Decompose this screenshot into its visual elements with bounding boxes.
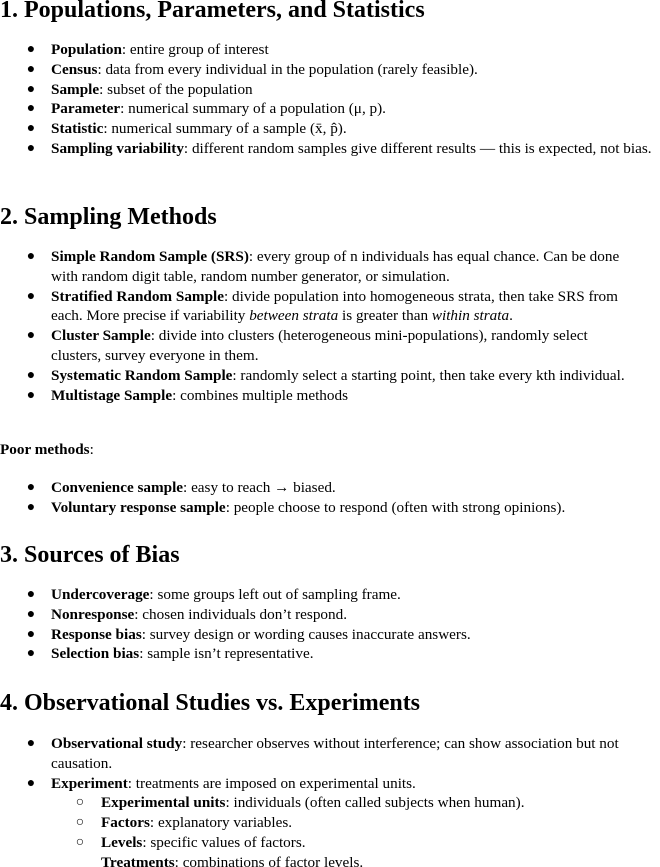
bullet-icon: ●	[26, 646, 36, 662]
term: Simple Random Sample (SRS)	[51, 248, 249, 265]
poor-methods-label	[0, 440, 94, 460]
hollow-bullet-icon: ○	[75, 795, 85, 811]
list-item	[0, 247, 640, 287]
term: Parameter	[51, 100, 121, 118]
definition: : numerical summary of a sample (x̄, p̂).	[103, 120, 347, 138]
bullet-icon: ●	[26, 121, 36, 137]
term: Cluster Sample	[51, 327, 151, 345]
bullet-icon: ●	[26, 81, 36, 97]
term: Statistic	[51, 120, 104, 138]
definition: : some groups left out of sampling frame.	[149, 586, 401, 603]
definition: : divide into clusters (heterogeneous mini-populations), randomly select clusters, survey everyone in them.	[51, 327, 588, 364]
section-heading: 2. Sampling Methods	[0, 204, 217, 230]
definition: : researcher observes without interference; can show association but not causation.	[51, 735, 619, 772]
term: Nonresponse	[51, 605, 135, 623]
sub-list-item	[0, 833, 660, 853]
bullet-icon: ●	[26, 606, 36, 622]
bullet-list	[0, 247, 640, 405]
definition: : survey design or wording causes inaccurate answers.	[141, 625, 471, 643]
bullet-icon: ●	[26, 249, 36, 264]
hollow-bullet-icon: ○	[75, 834, 85, 850]
bullet-icon: ●	[26, 626, 36, 642]
definition: : chosen individuals don’t respond.	[134, 605, 348, 623]
bullet-list	[0, 734, 660, 867]
bullet-icon: ●	[26, 587, 36, 602]
bullet-icon: ●	[26, 499, 36, 515]
term: Poor methods	[0, 441, 90, 458]
list-item	[0, 625, 660, 645]
term: Convenience sample	[51, 479, 184, 496]
term: Response bias	[51, 625, 142, 643]
bullet-icon: ●	[26, 42, 36, 57]
section-heading: 3. Sources of Bias	[0, 542, 180, 568]
list-item	[0, 585, 660, 605]
sub-list-item	[0, 813, 660, 833]
definition: : individuals (often called subjects when human).	[225, 794, 525, 812]
definition: : easy to reach → biased.	[183, 479, 336, 496]
term: Selection bias	[51, 645, 140, 663]
term: Factors	[101, 814, 150, 832]
sub-list-item	[0, 793, 660, 813]
bullet-icon: ●	[26, 328, 36, 344]
list-item	[0, 40, 660, 60]
term: Voluntary response sample	[51, 498, 226, 516]
list-item	[0, 366, 640, 386]
bullet-icon: ●	[26, 775, 36, 791]
definition: .	[509, 307, 513, 325]
definition: : numerical summary of a population (μ, p).	[120, 100, 386, 118]
emphasis: between strata	[249, 307, 339, 325]
list-item	[0, 774, 660, 794]
poor-methods-list	[0, 478, 660, 518]
definition: : treatments are imposed on experimental units.	[127, 774, 416, 792]
definition: : every group of n individuals has equal chance. Can be done with random digit table, random number generator, or simulation.	[51, 248, 620, 285]
bullet-icon: ●	[26, 61, 36, 77]
section-heading: 4. Observational Studies vs. Experiments	[0, 690, 421, 716]
term: Sample	[51, 80, 100, 98]
list-item	[0, 644, 660, 664]
list-item	[0, 119, 660, 139]
emphasis: within strata	[431, 307, 510, 325]
hollow-bullet-icon: ○	[75, 815, 85, 831]
term: Observational study	[51, 735, 183, 752]
list-item	[0, 478, 660, 498]
list-item	[0, 605, 660, 625]
section-heading: 1. Populations, Parameters, and Statistics	[0, 0, 425, 23]
definition: : different random samples give different results — this is expected, not bias.	[183, 139, 652, 157]
term: Undercoverage	[51, 586, 150, 603]
list-item	[0, 326, 640, 366]
definition: : sample isn’t representative.	[139, 645, 314, 663]
definition: : data from every individual in the population (rarely feasible).	[97, 60, 478, 78]
bullet-icon: ●	[26, 387, 36, 403]
definition: : people choose to respond (often with strong opinions).	[225, 498, 566, 516]
bullet-icon: ●	[26, 101, 36, 117]
term: Census	[51, 60, 98, 78]
definition: : specific values of factors.	[142, 833, 306, 851]
bullet-icon: ●	[26, 367, 36, 383]
colon: :	[89, 441, 94, 458]
term: Systematic Random Sample	[51, 366, 233, 384]
definition: : explanatory variables.	[149, 814, 293, 832]
term: Levels	[101, 833, 143, 851]
bullet-icon: ●	[26, 288, 36, 304]
term: Population	[51, 41, 122, 58]
list-item	[0, 139, 660, 159]
term: Stratified Random Sample	[51, 287, 224, 305]
bullet-icon: ●	[26, 140, 36, 156]
list-item	[0, 60, 660, 80]
bullet-list	[0, 40, 660, 159]
definition: : subset of the population	[99, 80, 253, 98]
bullet-icon: ●	[26, 480, 36, 495]
list-item	[0, 734, 660, 774]
sub-list-item	[0, 853, 660, 867]
list-item	[0, 386, 640, 406]
term: Experiment	[51, 774, 128, 792]
definition: : combinations of factor levels.	[174, 853, 364, 867]
bullet-icon: ●	[26, 736, 36, 751]
definition: : randomly select a starting point, then take every kth individual.	[232, 366, 625, 384]
definition: : combines multiple methods	[172, 386, 348, 404]
bullet-list	[0, 585, 660, 664]
term: Treatments	[101, 853, 175, 867]
definition: is greater than	[338, 307, 432, 325]
term: Experimental units	[101, 794, 226, 812]
term: Sampling variability	[51, 139, 184, 157]
list-item	[0, 498, 660, 518]
definition: : divide population into homogeneous strata, then take SRS from each. More precise if variability	[51, 287, 618, 325]
list-item	[0, 287, 640, 327]
term: Multistage Sample	[51, 386, 173, 404]
list-item	[0, 99, 660, 119]
list-item	[0, 80, 660, 100]
definition: : entire group of interest	[121, 41, 269, 58]
